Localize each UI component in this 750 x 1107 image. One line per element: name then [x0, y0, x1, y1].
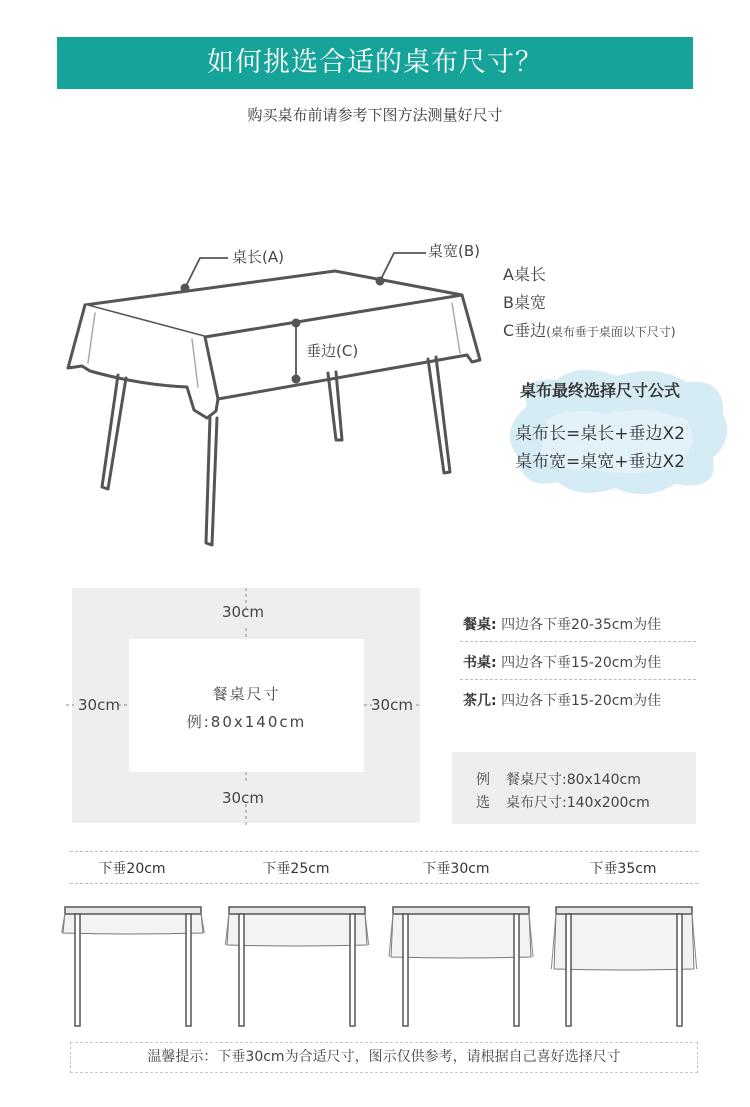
- example-value: 餐桌尺寸:80x140cm: [506, 772, 641, 788]
- example-key: 例: [476, 772, 490, 788]
- table-illustration: [60, 235, 500, 555]
- margin-bottom-label: 30cm: [222, 789, 264, 807]
- margin-left-label: 30cm: [78, 696, 120, 714]
- formula-title: 桌布最终选择尺寸公式: [519, 381, 680, 400]
- table-leg-left: [403, 914, 408, 1026]
- rule-desk: [463, 652, 695, 672]
- drop-illustrations: [0, 895, 750, 1030]
- tip-box: [70, 1042, 698, 1073]
- legend-a: A桌长: [503, 265, 546, 284]
- tablecloth-drape: [554, 913, 694, 970]
- formula-length: 桌布长=桌长+垂边X2: [515, 424, 685, 444]
- formula-width: 桌布宽=桌宽+垂边X2: [515, 452, 685, 472]
- drop-label-35: 下垂35cm: [589, 861, 657, 877]
- rule-name: 餐桌:: [463, 617, 497, 633]
- tabletop: [556, 907, 692, 914]
- inner-title: 餐桌尺寸: [212, 685, 281, 703]
- page-title: 如何挑选合适的桌布尺寸？: [57, 37, 693, 89]
- tablecloth-drape: [63, 913, 203, 934]
- legend-b: B桌宽: [503, 293, 546, 312]
- drop-label-25: 下垂25cm: [262, 861, 330, 877]
- table-leg-right: [514, 914, 519, 1026]
- drop-label-30: 下垂30cm: [422, 861, 490, 877]
- example-value: 桌布尺寸:140x200cm: [506, 795, 650, 811]
- drop-label-20: 下垂20cm: [98, 861, 166, 877]
- label-table-length: 桌长(A): [232, 248, 284, 266]
- tabletop: [229, 907, 365, 914]
- rule-name: 茶几:: [463, 693, 497, 709]
- rule-desc: 四边各下垂15-20cm为佳: [501, 655, 662, 671]
- example-key: 选: [476, 795, 490, 811]
- legend-c-note: (桌布垂于桌面以下尺寸): [546, 325, 676, 339]
- table-leg-right: [186, 914, 191, 1026]
- legend-c: [503, 318, 676, 341]
- rule-dining-table: [463, 614, 695, 634]
- tablecloth-drape: [227, 913, 367, 946]
- label-table-width: 桌宽(B): [428, 242, 480, 260]
- tablecloth-drape: [391, 913, 531, 958]
- table-leg-left: [566, 914, 571, 1026]
- divider: [460, 641, 696, 642]
- rule-name: 书桌:: [463, 655, 497, 671]
- tip-text: 温馨提示：下垂30cm为合适尺寸，图示仅供参考，请根据自己喜好选择尺寸: [147, 1049, 621, 1065]
- margin-top-label: 30cm: [222, 603, 264, 621]
- divider: [70, 883, 698, 884]
- tabletop: [393, 907, 529, 914]
- example-row-table: [476, 769, 641, 789]
- rule-desc: 四边各下垂15-20cm为佳: [501, 693, 662, 709]
- inner-example: 例:80x140cm: [186, 713, 307, 731]
- table-leg-left: [75, 914, 80, 1026]
- divider: [70, 851, 698, 852]
- rule-desc: 四边各下垂20-35cm为佳: [501, 617, 662, 633]
- divider: [460, 679, 696, 680]
- legend-c-main: C垂边: [503, 321, 547, 340]
- example-row-cloth: [476, 792, 650, 812]
- rule-coffee-table: [463, 690, 695, 710]
- tabletop: [65, 907, 201, 914]
- margin-right-label: 30cm: [371, 696, 413, 714]
- label-table-drop: 垂边(C): [306, 342, 359, 360]
- page-subtitle: 购买桌布前请参考下图方法测量好尺寸: [247, 106, 503, 124]
- table-leg-right: [677, 914, 682, 1026]
- table-leg-right: [350, 914, 355, 1026]
- table-leg-left: [239, 914, 244, 1026]
